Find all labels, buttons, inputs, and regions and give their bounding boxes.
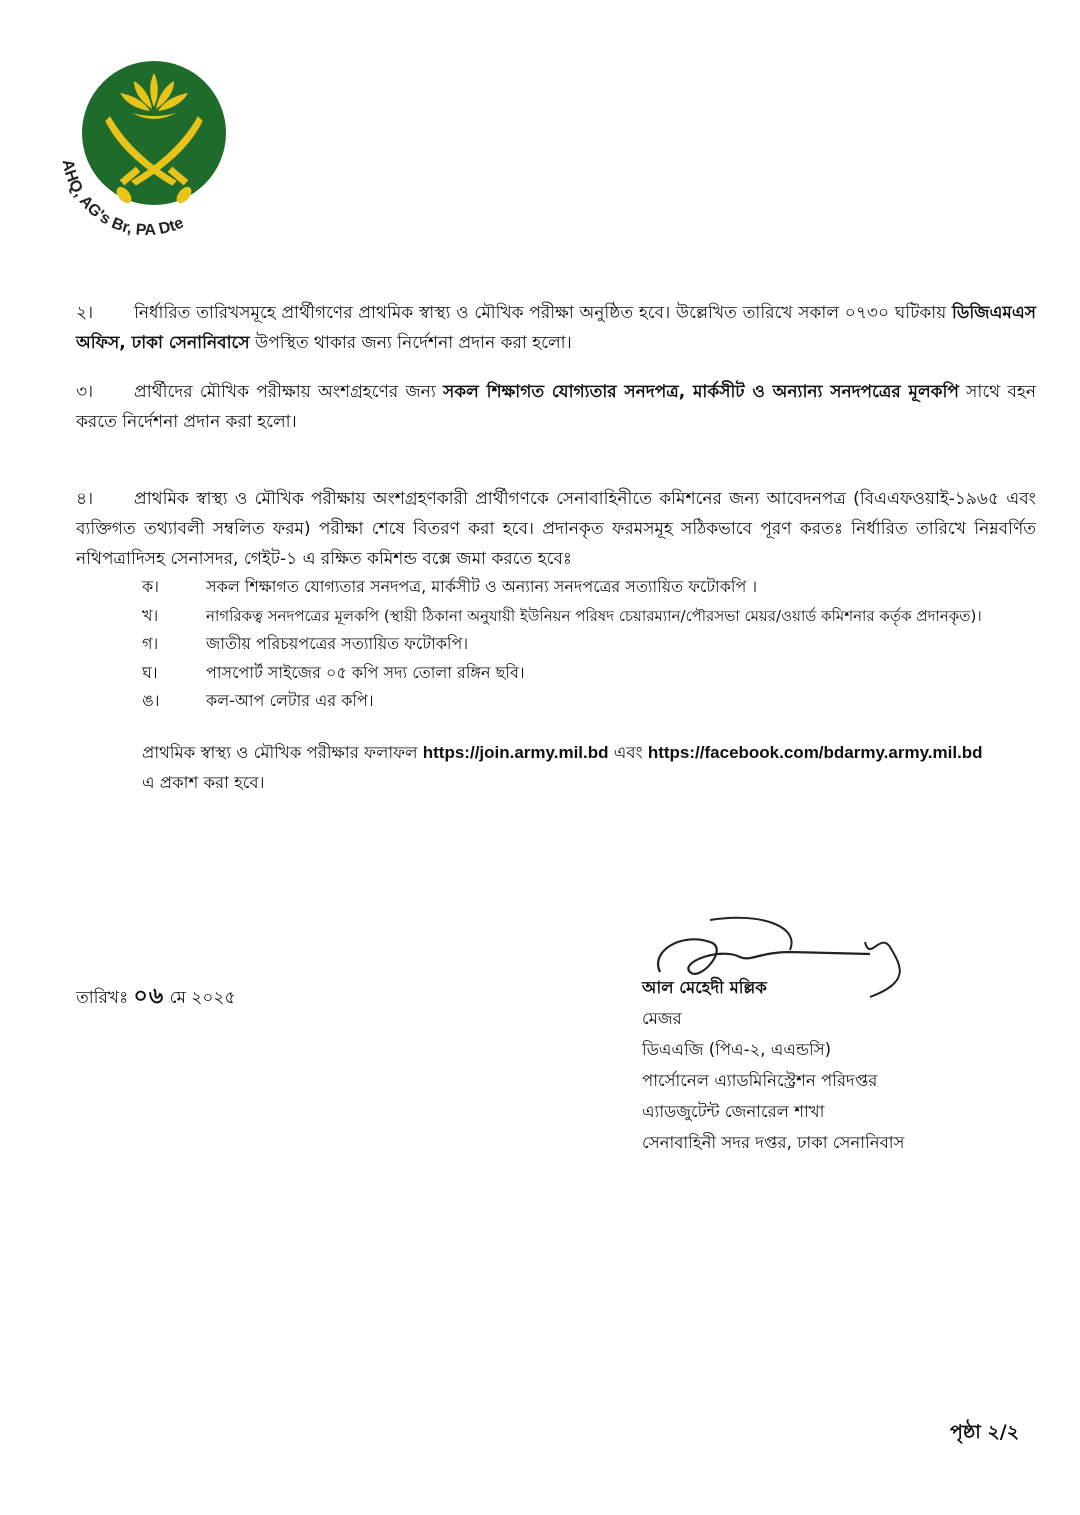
documents-list	[142, 573, 1062, 716]
signatory-directorate: পার্সোনেল এ্যাডমিনিস্ট্রেশন পরিদপ্তর	[642, 1071, 878, 1090]
list-item-label: গ।	[142, 634, 159, 653]
join-army-url: https://join.army.mil.bd	[422, 743, 609, 762]
document-date	[76, 979, 236, 1016]
paragraph-bold-text: ডিজিএমএস অফিস, ঢাকা সেনানিবাসে	[76, 303, 1036, 353]
list-item-label: ঘ।	[142, 662, 158, 682]
list-item-label: ঙ।	[142, 691, 160, 710]
list-item	[142, 602, 1062, 631]
paragraph-number: ৪।	[76, 489, 94, 509]
paragraph-number: ২।	[76, 303, 94, 323]
paragraph-number: ৩।	[76, 382, 94, 402]
paragraph-3	[76, 377, 1036, 437]
list-item	[142, 687, 1062, 716]
signatory-rank: মেজর	[642, 1009, 682, 1028]
paragraph-2	[76, 298, 1036, 358]
date-day: ০৬	[133, 983, 165, 1008]
list-item	[142, 573, 1062, 602]
list-item-text: জাতীয় পরিচয়পত্রের সত্যায়িত ফটোকপি।	[206, 634, 469, 653]
signatory-block	[642, 972, 904, 1158]
result-text: এ প্রকাশ করা হবে।	[142, 773, 265, 792]
list-item-text: নাগরিকত্ব সনদপত্রের মূলকপি (স্থায়ী ঠিকানা অনুযায়ী ইউনিয়ন পরিষদ চেয়ারম্যান/পৌরসভা মেয়র/ওয়ার্ড কমিশনার কর্তৃক প্রদানকৃত)।	[206, 606, 982, 625]
paragraph-text: নির্ধারিত তারিখসমূহে প্রার্থীগণের প্রাথমিক স্বাস্থ্য ও মৌখিক পরীক্ষা অনুষ্ঠিত হবে। উল্লেখিত তারিখে সকাল ০৭৩০ ঘটিকায়	[134, 303, 953, 323]
signatory-designation: ডিএএজি (পিএ-২, এএন্ডসি)	[642, 1040, 832, 1059]
facebook-url: https://facebook.com/bdarmy.army.mil.bd	[647, 743, 983, 762]
list-item-label: খ।	[142, 605, 159, 625]
paragraph-bold-text: সকল শিক্ষাগত যোগ্যতার সনদপত্র, মার্কসীট ও অন্যান্য সনদপত্রের মূলকপি	[443, 382, 959, 402]
paragraph-text: উপস্থিত থাকার জন্য নির্দেশনা প্রদান করা হলো।	[249, 333, 572, 353]
logo-ring-text: AHQ, AG's Br, PA Dte	[58, 158, 187, 240]
date-label: তারিখঃ	[76, 988, 129, 1008]
signatory-branch: এ্যাডজুটেন্ট জেনারেল শাখা	[642, 1102, 825, 1121]
result-text: প্রাথমিক স্বাস্থ্য ও মৌখিক পরীক্ষার ফলাফল	[142, 743, 423, 762]
page-number: পৃষ্ঠা ২/২	[950, 1421, 1020, 1443]
paragraph-4	[76, 484, 1036, 574]
date-month-year: মে ২০২৫	[169, 988, 236, 1008]
army-logo	[52, 55, 242, 245]
list-item-text: কল-আপ লেটার এর কপি।	[206, 691, 374, 710]
list-item-text: সকল শিক্ষাগত যোগ্যতার সনদপত্র, মার্কসীট ও অন্যান্য সনদপত্রের সত্যায়িত ফটোকপি ।	[206, 577, 758, 596]
paragraph-text: সাথে বহন করতে নির্দেশনা প্রদান করা হলো।	[76, 382, 1036, 432]
paragraph-text: প্রাথমিক স্বাস্থ্য ও মৌখিক পরীক্ষায় অংশগ্রহণকারী প্রার্থীগণকে সেনাবাহিনীতে কমিশনের জন্য আবেদনপত্র (বিএএফওয়াই-১৯৬৫ এবং ব্যক্তিগত তথ্যাবলী সম্বলিত ফরম) পরীক্ষা শেষে বিতরণ করা হবে। প্রদানকৃত ফরমসমূহ সঠিকভাবে পূরণ করতঃ নির্ধারিত তারিখে নিম্নবর্ণিত নথিপত্রাদিসহ সেনাসদর, গেইট-১ এ রক্ষিত কমিশন্ড বক্সে জমা করতে হবেঃ	[76, 489, 1036, 569]
result-notice	[142, 738, 1052, 798]
list-item-label: ক।	[142, 577, 159, 596]
signatory-hq: সেনাবাহিনী সদর দপ্তর, ঢাকা সেনানিবাস	[642, 1133, 905, 1152]
signatory-name: আল মেহেদী মল্লিক	[642, 978, 767, 997]
result-text: এবং	[608, 743, 648, 762]
paragraph-text: প্রার্থীদের মৌখিক পরীক্ষায় অংশগ্রহণের জন্য	[134, 382, 444, 402]
list-item-text: পাসপোর্ট সাইজের ০৫ কপি সদ্য তোলা রঙ্গিন ছবি।	[206, 662, 525, 682]
list-item	[142, 659, 1062, 688]
list-item	[142, 630, 1062, 659]
